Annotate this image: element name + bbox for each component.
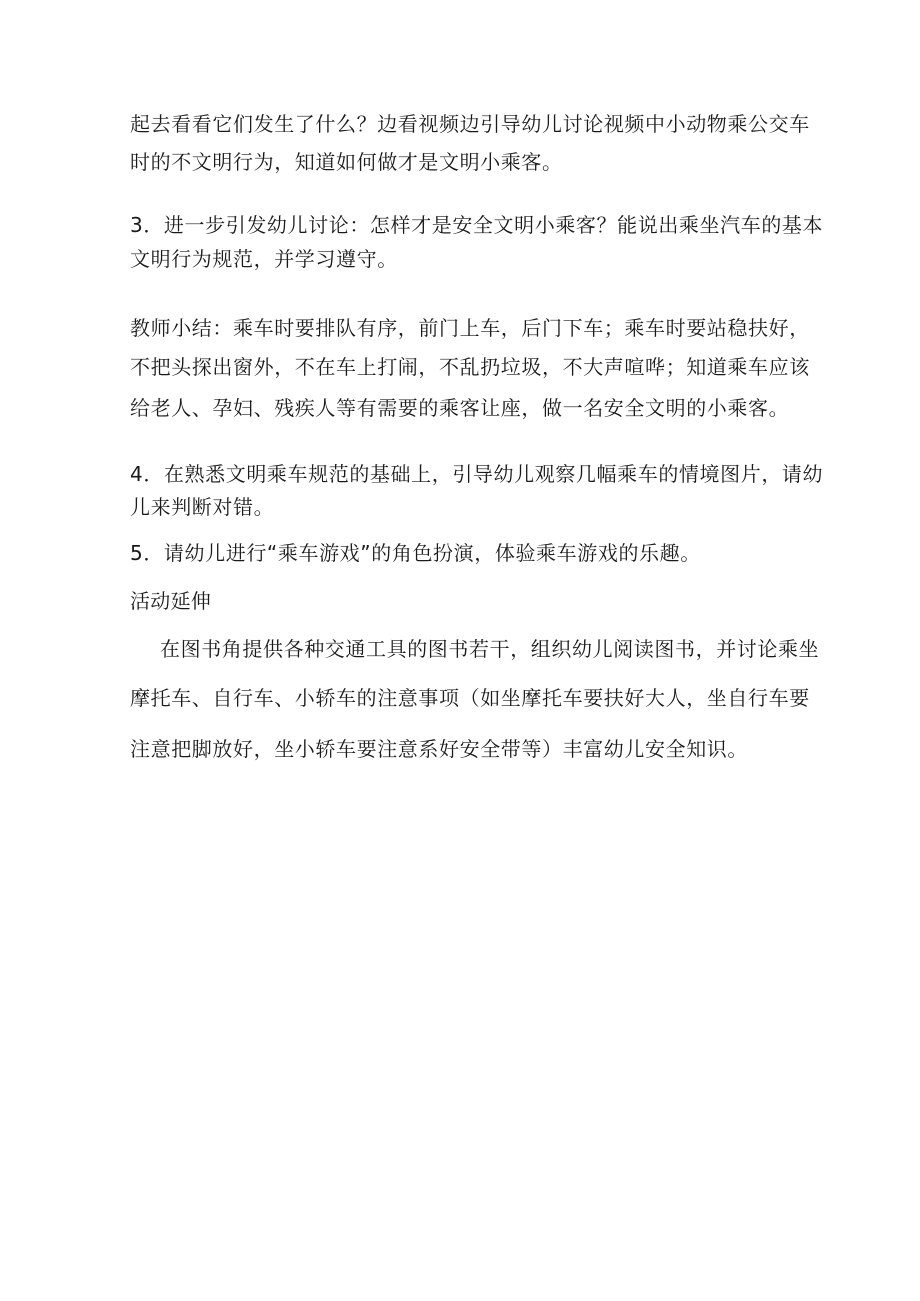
text-line: 在图书角提供各种交通工具的图书若干，组织幼儿阅读图书，并讨论乘坐	[160, 637, 820, 661]
text-line: 3．进一步引发幼儿讨论：怎样才是安全文明小乘客？能说出乘坐汽车的基本	[130, 213, 824, 237]
text-line: 文明行为规范，并学习遵守。	[130, 247, 398, 271]
text-line: 不把头探出窗外，不在车上打闹，不乱扔垃圾，不大声喧哗；知道乘车应该	[130, 355, 810, 379]
text-line: 4．在熟悉文明乘车规范的基础上，引导幼儿观察几幅乘车的情境图片，请幼	[130, 462, 824, 486]
text-line: 起去看看它们发生了什么？边看视频边引导幼儿讨论视频中小动物乘公交车	[130, 112, 810, 136]
text-line: 教师小结：乘车时要排队有序，前门上车，后门下车；乘车时要站稳扶好，	[130, 316, 810, 340]
text-line: 给老人、孕妇、残疾人等有需要的乘客让座，做一名安全文明的小乘客。	[130, 396, 790, 420]
text-line: 5．请幼儿进行“乘车游戏”的角色扮演，体验乘车游戏的乐趣。	[130, 541, 701, 565]
text-line: 儿来判断对错。	[130, 495, 275, 519]
text-line: 注意把脚放好，坐小轿车要注意系好安全带等）丰富幼儿安全知识。	[130, 737, 748, 761]
section-heading: 活动延伸	[130, 589, 212, 613]
text-line: 摩托车、自行车、小轿车的注意事项（如坐摩托车要扶好大人，坐自行车要	[130, 686, 810, 710]
text-line: 时的不文明行为，知道如何做才是文明小乘客。	[130, 150, 563, 174]
